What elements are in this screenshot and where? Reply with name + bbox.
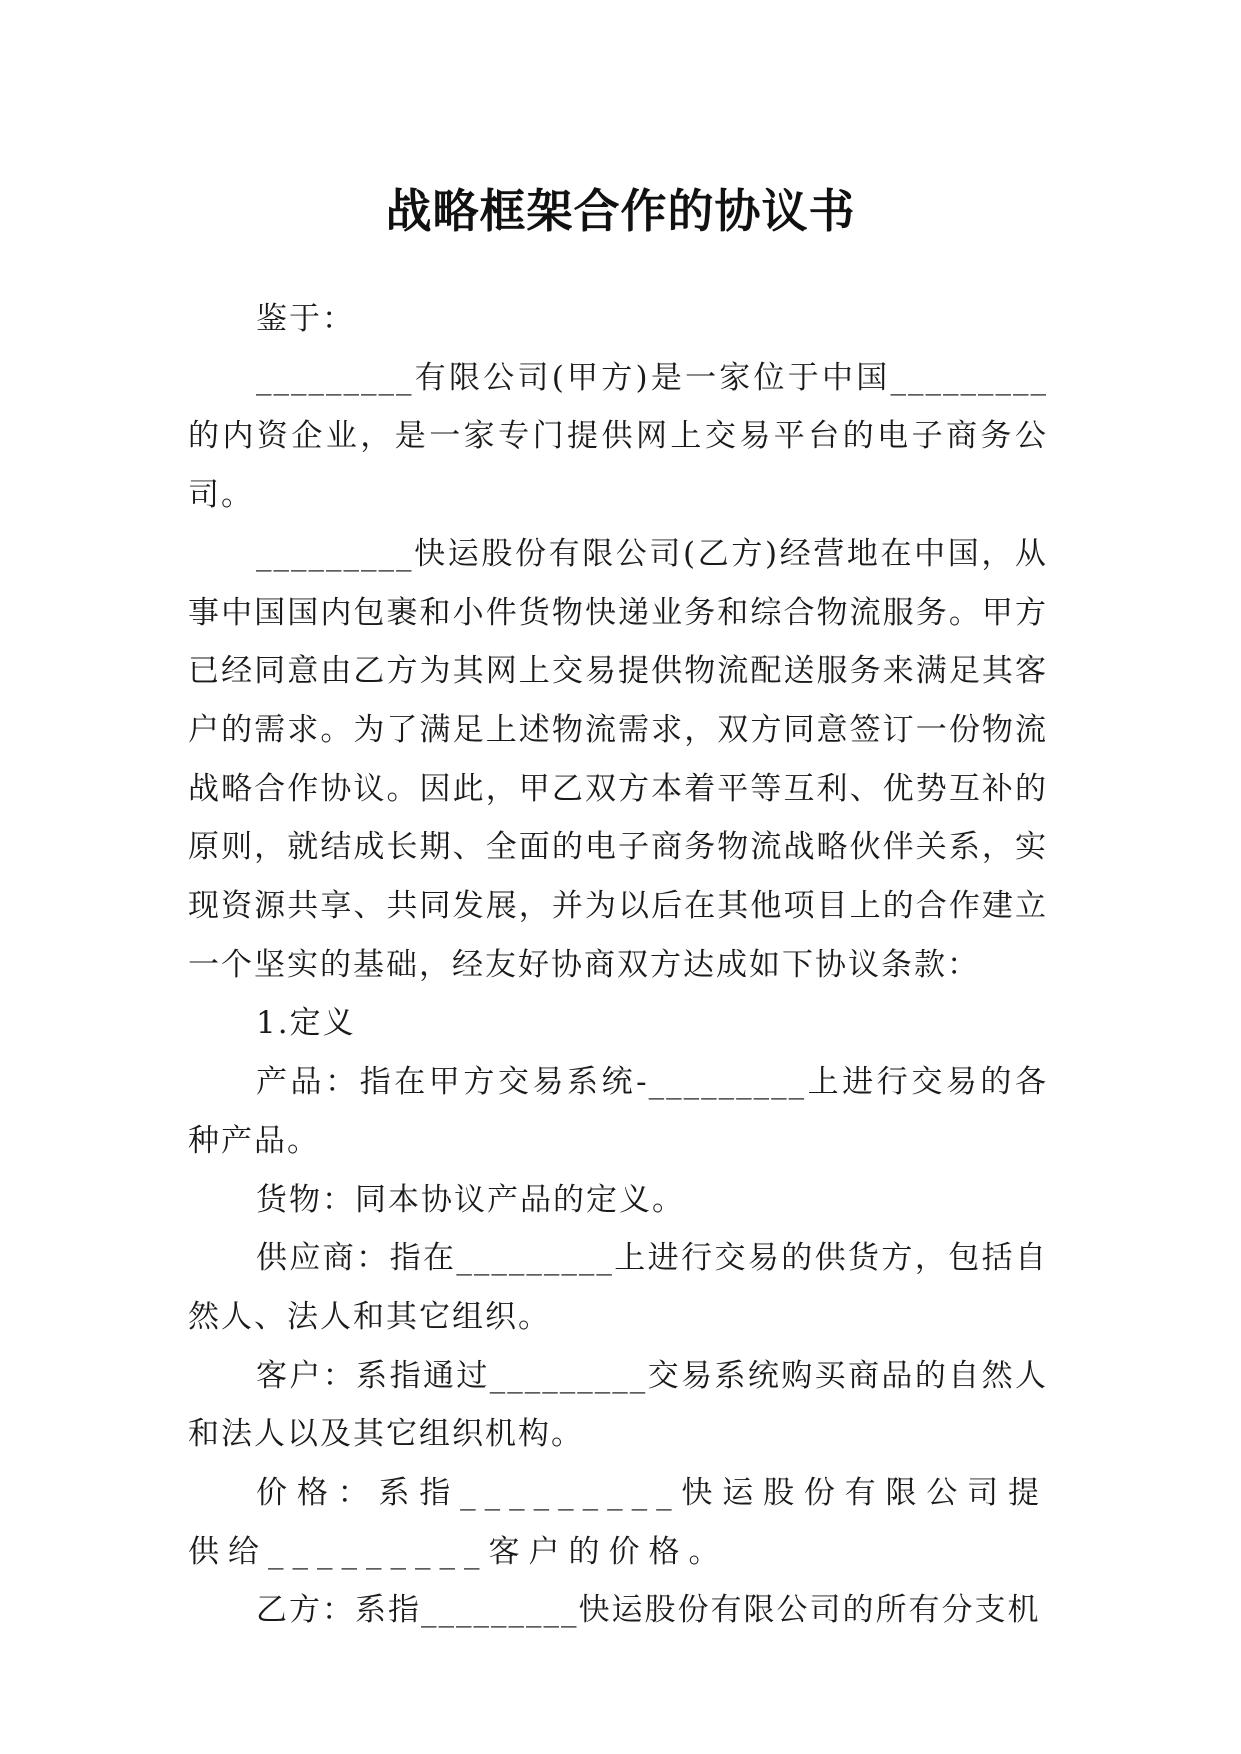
section-heading-definitions: 1.定义: [256, 1005, 356, 1042]
document-title: 战略框架合作的协议书: [385, 183, 856, 238]
document-body: [188, 290, 1048, 1640]
paragraph-party-b: _________快运股份有限公司(乙方)经营地在中国，从事中国国内包裹和小件货物快递业务和综合物流服务。甲方已经同意由乙方为其网上交易提供物流配送服务来满足其客户的需求。为了满足上述物流需求，双方同意签订一份物流战略合作协议。因此，甲乙双方本着平等互利、优势互补的原则，就结成长期、全面的电子商务物流战略伙伴关系，实现资源共享、共同发展，并为以后在其他项目上的合作建立一个坚实的基础，经友好协商双方达成如下协议条款：: [188, 535, 1048, 983]
definition-party-b: 乙方：系指_________快运股份有限公司的所有分支机: [256, 1592, 1041, 1629]
definition-price: 价格：系指_________快运股份有限公司提供给_________客户的价格。: [188, 1475, 1048, 1570]
definition-goods: 货物：同本协议产品的定义。: [256, 1181, 685, 1218]
definition-supplier: 供应商：指在_________上进行交易的供货方，包括自然人、法人和其它组织。: [188, 1240, 1048, 1335]
paragraph-whereas: 鉴于：: [256, 301, 355, 337]
definition-product: 产品：指在甲方交易系统-_________上进行交易的各种产品。: [188, 1064, 1048, 1159]
definition-customer: 客户：系指通过_________交易系统购买商品的自然人和法人以及其它组织机构。: [188, 1357, 1048, 1453]
paragraph-party-a: _________有限公司(甲方)是一家位于中国_________的内资企业，是一家专门提供网上交易平台的电子商务公司。: [188, 359, 1048, 514]
